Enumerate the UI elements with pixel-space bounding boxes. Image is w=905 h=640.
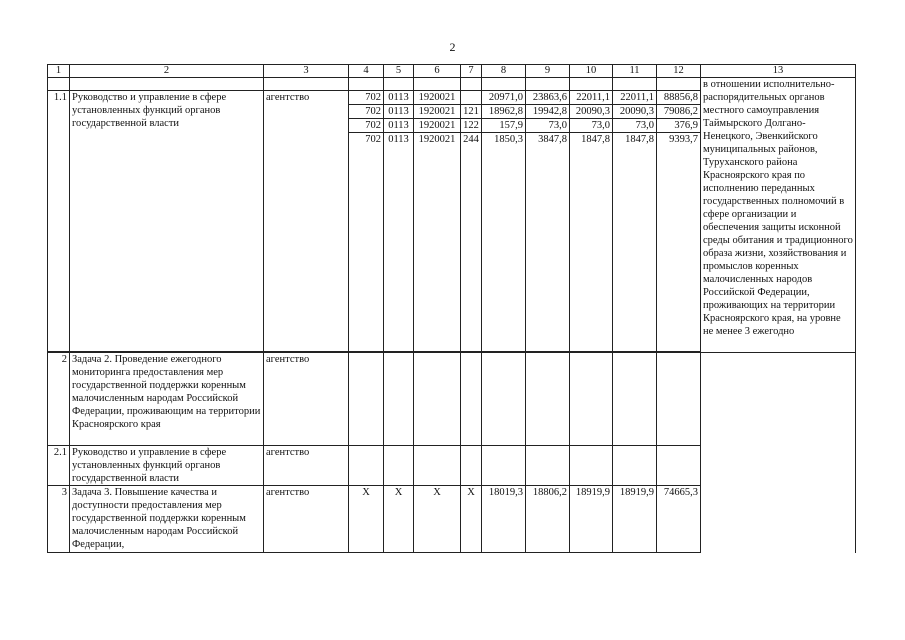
header-cell: 10 xyxy=(570,65,613,78)
value-cell: 9393,7 xyxy=(657,133,701,352)
header-cell: 4 xyxy=(349,65,384,78)
grbs-cell: 702 xyxy=(349,91,384,105)
row-executor: агентство xyxy=(264,446,349,486)
value-cell: 1847,8 xyxy=(613,133,657,352)
grbs-cell: 702 xyxy=(349,119,384,133)
header-cell: 1 xyxy=(48,65,70,78)
value-cell: 18019,3 xyxy=(482,486,526,553)
value-cell: 1850,3 xyxy=(482,133,526,352)
rzpr-cell: 0113 xyxy=(384,91,414,105)
grbs-cell: 702 xyxy=(349,105,384,119)
value-cell: 20090,3 xyxy=(613,105,657,119)
row-executor: агентство xyxy=(264,91,349,352)
value-cell: 88856,8 xyxy=(657,91,701,105)
rzpr-cell: 0113 xyxy=(384,133,414,352)
header-cell: 8 xyxy=(482,65,526,78)
row-number: 1.1 xyxy=(48,91,70,352)
value-cell: 1847,8 xyxy=(570,133,613,352)
value-cell: 23863,6 xyxy=(526,91,570,105)
row-number: 2 xyxy=(48,353,70,446)
row-number: 3 xyxy=(48,486,70,553)
grbs-cell: 702 xyxy=(349,133,384,352)
value-cell: 73,0 xyxy=(526,119,570,133)
rzpr-cell: 0113 xyxy=(384,119,414,133)
value-cell: 22011,1 xyxy=(570,91,613,105)
value-cell: 18962,8 xyxy=(482,105,526,119)
row-executor: агентство xyxy=(264,486,349,553)
header-cell: 13 xyxy=(701,65,856,78)
value-cell: 18806,2 xyxy=(526,486,570,553)
vr-cell xyxy=(461,91,482,105)
vr-cell: Х xyxy=(461,486,482,553)
row-name: Задача 2. Проведение ежегодного мониторинга предоставления мер государственной поддержки коренным малочисленным народам Российской Федерации, проживающим на территории Красноярского края xyxy=(70,353,264,446)
continuation-row xyxy=(48,78,856,91)
vr-cell: 121 xyxy=(461,105,482,119)
rzpr-cell: Х xyxy=(384,486,414,553)
row-name: Задача 3. Повышение качества и доступности предоставления мер государственной поддержки коренным малочисленным народам Российской Федерации, xyxy=(70,486,264,553)
value-cell: 376,9 xyxy=(657,119,701,133)
row-number: 2.1 xyxy=(48,446,70,486)
grbs-cell: Х xyxy=(349,486,384,553)
header-cell: 6 xyxy=(414,65,461,78)
value-cell: 73,0 xyxy=(613,119,657,133)
result-indicator-text: в отношении исполнительно-распорядительных органов местного самоуправления Таймырского Долгано-Ненецкого, Эвенкийского муниципальных районов, Туруханского района Красноярского края по исполнению переданных государственных полномочий в сфере организации и обеспечения защиты исконной среды обитания и традиционного образа жизни, хозяйствования и промыслов коренных малочисленных народов Российской Федерации, проживающих на территории Красноярского края, на уровне не менее 3 ежегодно xyxy=(701,78,856,353)
csr-cell: Х xyxy=(414,486,461,553)
csr-cell: 1920021 xyxy=(414,119,461,133)
csr-cell: 1920021 xyxy=(414,91,461,105)
value-cell: 73,0 xyxy=(570,119,613,133)
header-row xyxy=(48,65,856,78)
vr-cell: 244 xyxy=(461,133,482,352)
value-cell: 74665,3 xyxy=(657,486,701,553)
value-cell: 157,9 xyxy=(482,119,526,133)
csr-cell: 1920021 xyxy=(414,105,461,119)
budget-table xyxy=(47,64,856,553)
value-cell: 18919,9 xyxy=(613,486,657,553)
header-cell: 12 xyxy=(657,65,701,78)
page-number: 2 xyxy=(449,40,456,54)
header-cell: 11 xyxy=(613,65,657,78)
row-executor: агентство xyxy=(264,353,349,446)
header-cell: 9 xyxy=(526,65,570,78)
rzpr-cell: 0113 xyxy=(384,105,414,119)
value-cell: 18919,9 xyxy=(570,486,613,553)
value-cell: 79086,2 xyxy=(657,105,701,119)
value-cell: 19942,8 xyxy=(526,105,570,119)
vr-cell: 122 xyxy=(461,119,482,133)
row-name: Руководство и управление в сфере установленных функций органов государственной власти xyxy=(70,91,264,352)
header-cell: 7 xyxy=(461,65,482,78)
value-cell: 20971,0 xyxy=(482,91,526,105)
header-cell: 5 xyxy=(384,65,414,78)
row-name: Руководство и управление в сфере установленных функций органов государственной власти xyxy=(70,446,264,486)
value-cell: 3847,8 xyxy=(526,133,570,352)
value-cell: 22011,1 xyxy=(613,91,657,105)
header-cell: 3 xyxy=(264,65,349,78)
header-cell: 2 xyxy=(70,65,264,78)
value-cell: 20090,3 xyxy=(570,105,613,119)
table-row-2 xyxy=(48,353,856,446)
csr-cell: 1920021 xyxy=(414,133,461,352)
